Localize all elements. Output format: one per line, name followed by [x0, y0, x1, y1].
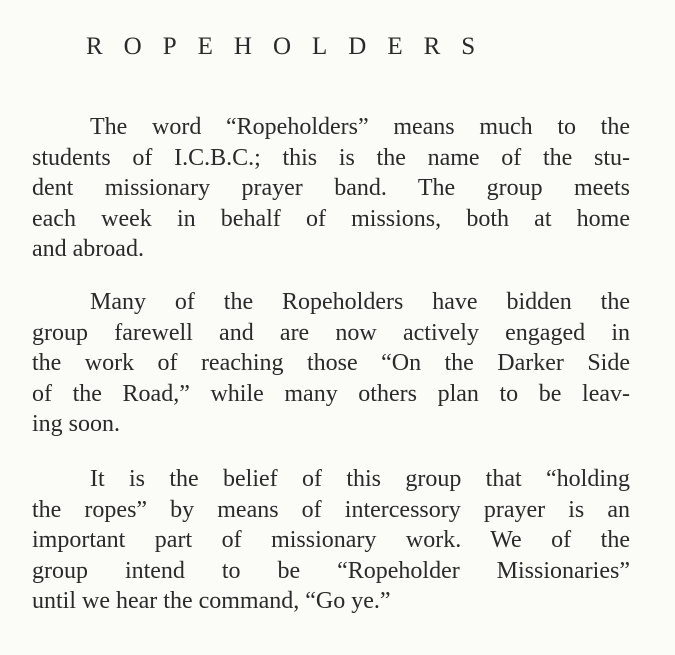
- paragraph-line: important part of missionary work. We of the: [32, 527, 630, 553]
- paragraph-line: each week in behalf of missions, both at home: [32, 205, 630, 232]
- paragraph-line: the ropes” by means of intercessory prayer is an: [32, 496, 630, 523]
- paragraph-3: [32, 464, 630, 617]
- paragraph-line: The word “Ropeholders” means much to the: [90, 114, 630, 140]
- paragraph-line: ing soon.: [32, 411, 121, 437]
- paragraph-2: [32, 287, 630, 440]
- paragraph-line: and abroad.: [32, 236, 144, 262]
- page-title: ROPEHOLDERS: [86, 33, 497, 60]
- paragraph-line: students of I.C.B.C.; this is the name of the stu-: [32, 144, 630, 171]
- paragraph-line: until we hear the command, “Go ye.”: [32, 588, 391, 614]
- paragraph-line: dent missionary prayer band. The group meets: [32, 175, 630, 201]
- paragraph-line: of the Road,” while many others plan to be leav-: [32, 380, 630, 407]
- paragraph-line: Many of the Ropeholders have bidden the: [90, 289, 630, 315]
- paragraph-line: group intend to be “Ropeholder Missionaries”: [32, 557, 630, 584]
- paragraph-1: [32, 112, 630, 265]
- paragraph-line: group farewell and are now actively engaged in: [32, 319, 630, 346]
- paragraph-line: It is the belief of this group that “holding: [90, 466, 630, 492]
- paragraph-line: the work of reaching those “On the Darker Side: [32, 350, 630, 376]
